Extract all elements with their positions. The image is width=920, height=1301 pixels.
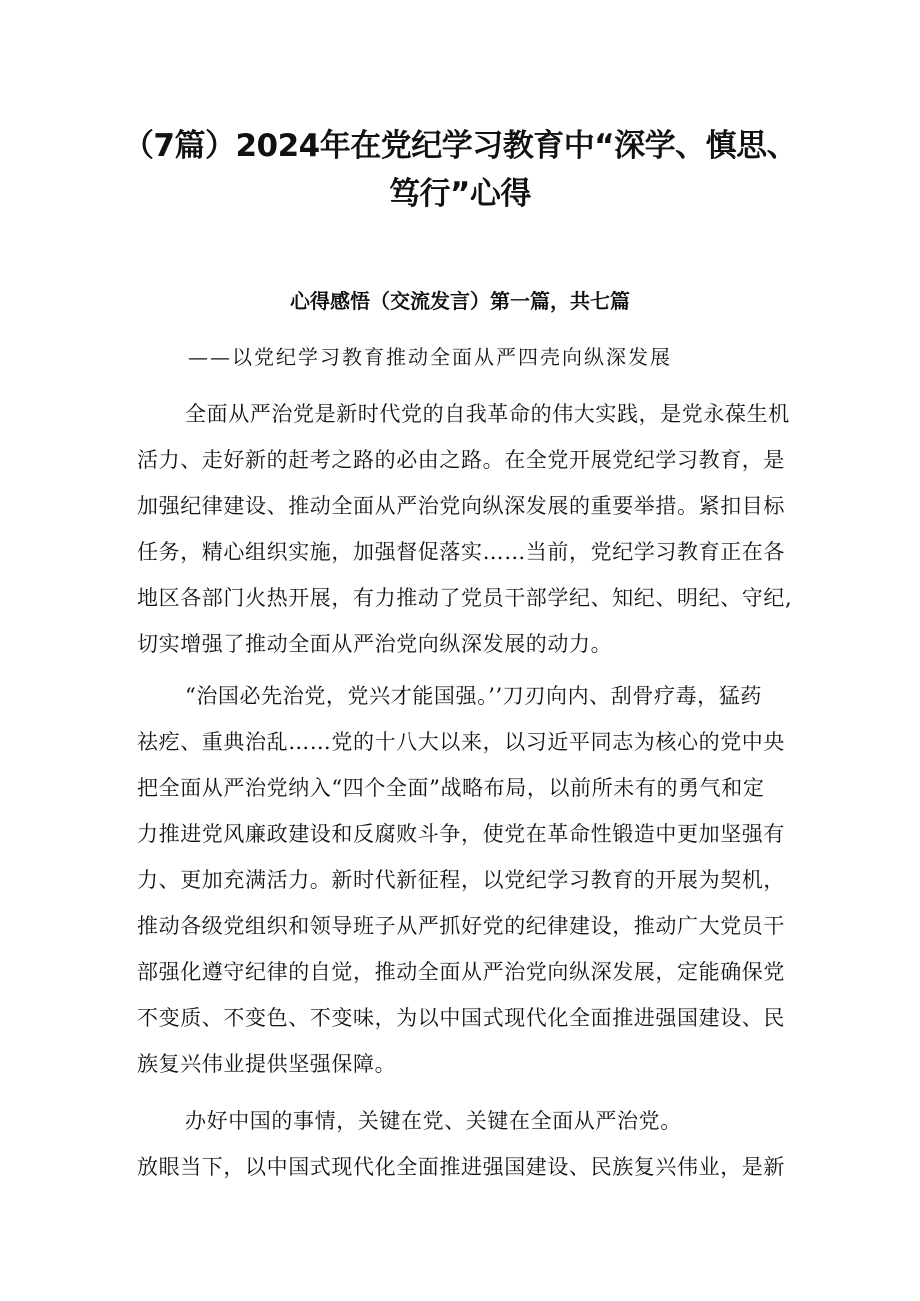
section-subtitle: 心得感悟（交流发言）第一篇，共七篇 — [290, 289, 630, 313]
paragraph-line: 活力、走好新的赶考之路的必由之路。在全党开展党纪学习教育，是 — [137, 448, 785, 472]
paragraph-line: 地区各部门火热开展，有力推动了党员干部学纪、知纪、明纪、守纪, — [137, 586, 793, 610]
paragraph-line: 加强纪律建设、推动全面从严治党向纵深发展的重要举措。紧扣目标 — [137, 494, 785, 518]
paragraph-line: 任务，精心组织实施，加强督促落实……当前，党纪学习教育正在各 — [137, 540, 785, 564]
paragraph-line: 部强化遵守纪律的自觉，推动全面从严治党向纵深发展，定能确保党 — [137, 960, 785, 984]
paragraph-line: 族复兴伟业提供坚强保障。 — [137, 1052, 397, 1076]
paragraph-line: 把全面从严治党纳入“四个全面”战略布局，以前所未有的勇气和定 — [137, 776, 765, 800]
paragraph-line: “治国必先治党，党兴才能国强。’’刀刃向内、刮骨疗毒，猛药 — [185, 684, 762, 708]
paragraph-line: 办好中国的事情，关键在党、关键在全面从严治党。 — [185, 1109, 682, 1133]
paragraph-line: 力、更加充满活力。新时代新征程，以党纪学习教育的开展为契机， — [137, 868, 785, 892]
paragraph-line: 切实增强了推动全面从严治党向纵深发展的动力。 — [137, 632, 613, 656]
section-tagline: ——以党纪学习教育推动全面从严四壳向纵深发展 — [188, 345, 672, 369]
paragraph-line: 放眼当下，以中国式现代化全面推进强国建设、民族复兴伟业，是新 — [137, 1155, 785, 1179]
document-title-line-1: （7篇）2024年在党纪学习教育中“深学、慎思、 — [122, 128, 798, 164]
paragraph-line: 祛疙、重典治乱……党的十八大以来，以习近平同志为核心的党中央 — [137, 730, 785, 754]
document-title-line-2: 笃行”心得 — [389, 176, 531, 212]
paragraph-line: 推动各级党组织和领导班子从严抓好党的纪律建设，推动广大党员干 — [137, 914, 785, 938]
paragraph-line: 力推进党风廉政建设和反腐败斗争，使党在革命性锻造中更加坚强有 — [137, 822, 785, 846]
paragraph-line: 全面从严治党是新时代党的自我革命的伟大实践，是党永葆生机 — [185, 402, 790, 426]
paragraph-line: 不变质、不变色、不变味，为以中国式现代化全面推进强国建设、民 — [137, 1006, 785, 1030]
